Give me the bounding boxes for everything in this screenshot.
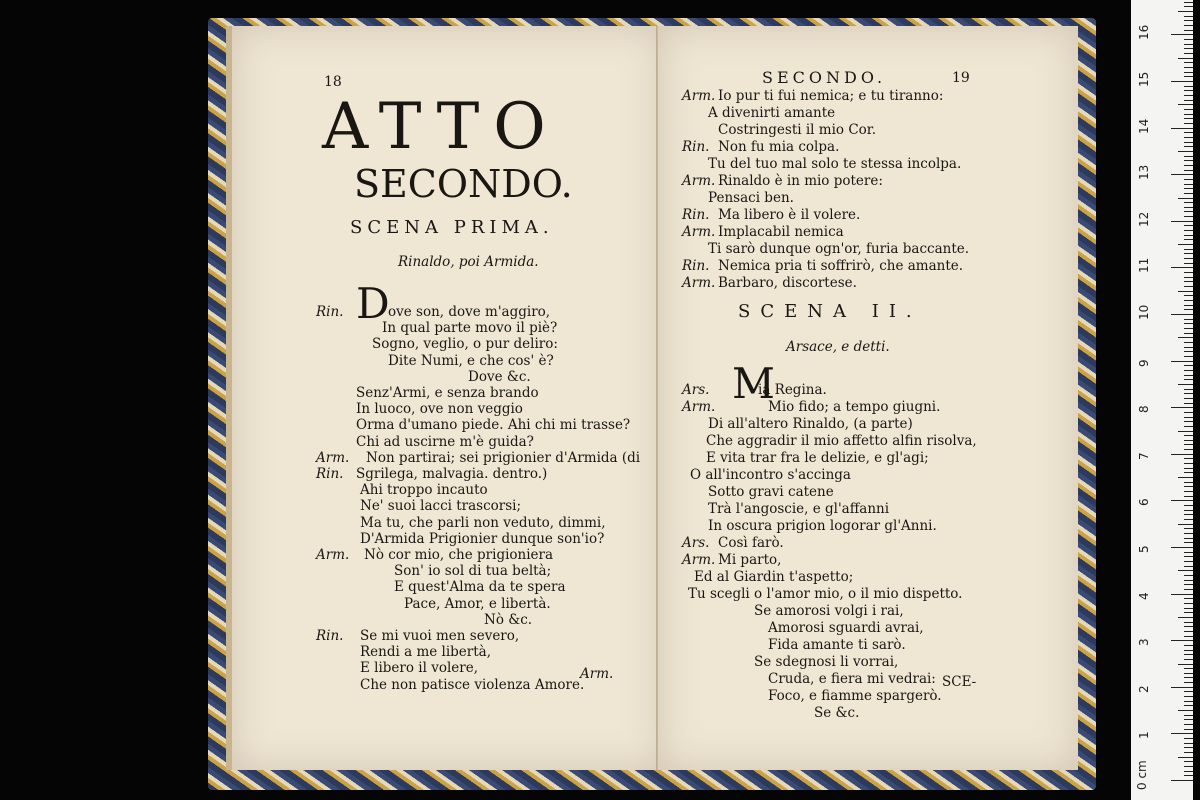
verse-line: Cruda, e fiera mi vedrai: [768,671,936,687]
ruler-tick [1171,594,1193,595]
verse-line: Nemica pria ti soffrirò, che amante. [718,258,964,274]
ruler-tick [1184,612,1193,613]
ruler-tick [1184,277,1193,278]
ruler-tick [1184,580,1193,581]
ruler-tick [1184,608,1193,609]
verse-line: Sotto gravi catene [708,484,834,500]
ruler-tick [1184,514,1193,515]
book-binding [208,18,1096,790]
ruler-tick [1184,351,1193,352]
ruler-tick [1184,25,1193,26]
ruler-tick [1184,538,1193,539]
ruler-tick [1178,337,1193,338]
ruler-tick [1184,379,1193,380]
page-number-left: 18 [324,74,342,90]
speaker-label: Arm. [316,449,350,466]
verse-line: Dove &c. [468,368,531,385]
verse-line: E quest'Alma da te spera [394,579,566,596]
ruler-tick [1184,30,1193,31]
ruler-tick [1184,389,1193,390]
ruler-tick [1184,775,1193,776]
ruler-tick [1184,249,1193,250]
verse-line: Tu del tuo mal solo te stessa incolpa. [708,156,962,172]
catchword-right: SCE- [942,674,977,690]
ruler-tick [1178,198,1193,199]
ruler-tick [1184,496,1193,497]
verse-line: In oscura prigion logorar gl'Anni. [708,518,937,534]
ruler-tick [1184,305,1193,306]
ruler-tick [1178,431,1193,432]
verse-line: Son' io sol di tua beltà; [394,563,552,580]
ruler-number: 11 [1137,258,1151,274]
ruler-tick [1184,589,1193,590]
ruler-tick [1171,407,1193,408]
ruler-tick [1184,766,1193,767]
ruler-tick [1178,757,1193,758]
ruler-tick [1184,44,1193,45]
ruler-tick [1184,207,1193,208]
ruler-tick [1178,151,1193,152]
ruler-tick [1178,58,1193,59]
ruler-tick [1184,715,1193,716]
ruler-tick [1184,566,1193,567]
ruler-number: 12 [1137,211,1151,227]
ruler-tick [1184,598,1193,599]
ruler-tick [1184,165,1193,166]
ruler-tick [1184,556,1193,557]
speaker-label: Rin. [316,628,344,644]
verse-line: Fida amante ti sarò. [768,637,906,653]
ruler-tick [1184,482,1193,483]
ruler-tick [1171,687,1193,688]
ruler-tick [1184,258,1193,259]
ruler-tick [1184,375,1193,376]
ruler-tick [1184,342,1193,343]
ruler-tick [1184,505,1193,506]
speaker-label: Arm. [682,399,716,415]
ruler-tick [1184,295,1193,296]
ruler-tick [1184,16,1193,17]
ruler-tick [1171,267,1193,268]
ruler-tick [1184,752,1193,753]
ruler-tick [1184,188,1193,189]
ruler-number: 10 [1137,304,1151,320]
ruler-tick [1184,528,1193,529]
ruler-tick [1184,53,1193,54]
ruler-tick [1184,719,1193,720]
ruler-tick [1184,668,1193,669]
ruler-tick [1178,710,1193,711]
ruler-number: 9 [1137,358,1151,367]
ruler-tick [1184,435,1193,436]
ruler-number: 15 [1137,71,1151,87]
ruler-tick [1171,733,1193,734]
right-page [658,26,1078,770]
ruler-tick [1184,347,1193,348]
verse-line: Nò &c. [484,611,533,628]
verse-line: Amorosi sguardi avrai, [768,620,924,636]
verse-line: Ma tu, che parli non veduto, dimmi, [360,514,606,531]
ruler-tick [1178,477,1193,478]
ruler-tick [1184,659,1193,660]
ruler-tick [1178,570,1193,571]
verse-line: Che non patisce violenza Amore. [360,676,585,693]
verse-line: In qual parte movo il piè? [382,320,558,337]
verse-line: Costringesti il mio Cor. [718,122,877,138]
ruler-tick [1171,780,1193,781]
ruler-tick [1184,142,1193,143]
scene-heading-2: SCENA II. [738,301,922,322]
ruler-number: 3 [1137,638,1151,647]
ruler-tick [1184,309,1193,310]
ruler-tick [1184,426,1193,427]
ruler-tick [1184,48,1193,49]
ruler-tick [1171,314,1193,315]
ruler-tick [1171,81,1193,82]
ruler-tick [1184,421,1193,422]
ruler-tick [1171,34,1193,35]
verse-line: Ti sarò dunque ogn'or, furia baccante. [708,241,970,257]
ruler-tick [1184,137,1193,138]
ruler-tick [1184,705,1193,706]
ruler-number: 16 [1137,25,1151,41]
ruler-tick [1184,747,1193,748]
ruler-tick [1184,323,1193,324]
verse-line: Implacabil nemica [718,224,844,240]
ruler-tick [1184,738,1193,739]
ruler-tick [1171,454,1193,455]
verse-line: Dite Numi, e che cos' è? [388,352,554,369]
scene-characters-2: Arsace, e detti. [786,339,890,355]
ruler-tick [1184,39,1193,40]
ruler-tick [1184,300,1193,301]
speaker-label: Arm. [682,88,716,104]
ruler-tick [1184,179,1193,180]
ruler-tick [1184,211,1193,212]
drop-cap-2: M [732,359,776,408]
speaker-label: Arm. [682,224,716,240]
verse-line: Non partirai; sei prigionier d'Armida (di [366,449,641,466]
verse-line: Sogno, veglio, o pur deliro: [372,336,558,353]
verse-line: In luoco, ove non veggio [356,401,523,418]
ruler-number: 7 [1137,452,1151,460]
ruler-number: 1 [1137,731,1151,740]
ruler-tick [1184,225,1193,226]
ruler-tick [1184,230,1193,231]
ruler-tick [1184,398,1193,399]
speaker-label: Arm. [682,552,716,568]
ruler-tick [1178,664,1193,665]
ruler-tick [1184,449,1193,450]
verse-line: O all'incontro s'accinga [690,467,851,483]
ruler-tick [1184,76,1193,77]
ruler-tick [1184,444,1193,445]
ruler-tick [1184,62,1193,63]
ruler-tick [1184,272,1193,273]
verse-line: Se &c. [814,705,860,721]
ruler-tick [1184,253,1193,254]
speaker-label: Arm. [682,275,716,291]
ruler-unit-label: 0 cm [1135,760,1149,790]
ruler-tick [1184,6,1193,7]
ruler-number: 2 [1137,685,1151,693]
ruler-tick [1184,673,1193,674]
ruler-tick [1184,393,1193,394]
ruler-tick [1184,603,1193,604]
ruler-tick [1171,221,1193,222]
ruler-tick [1184,2,1193,3]
page-number-right: 19 [952,70,970,86]
ruler-tick [1184,160,1193,161]
speaker-label: Rin. [316,466,344,482]
ruler-tick [1184,533,1193,534]
ruler-tick [1184,552,1193,553]
ruler-tick [1184,761,1193,762]
speaker-label: Rin. [316,304,344,320]
ruler-number: 8 [1137,405,1151,414]
ruler-tick [1178,524,1193,525]
speaker-label: Rin. [682,258,710,274]
verse-line: Senz'Armi, e senza brando [356,385,539,401]
ruler-number: 5 [1137,545,1151,553]
ruler-tick [1184,95,1193,96]
ruler-tick [1184,412,1193,413]
ruler-tick [1184,645,1193,646]
ruler-tick [1184,677,1193,678]
ruler-tick [1184,72,1193,73]
ruler-tick [1184,463,1193,464]
ruler-tick [1184,216,1193,217]
ruler-tick [1184,118,1193,119]
ruler-tick [1184,156,1193,157]
ruler-tick [1184,239,1193,240]
ruler-tick [1184,281,1193,282]
ruler-number: 13 [1137,164,1151,181]
ruler-tick [1171,128,1193,129]
ruler-tick [1184,682,1193,683]
ruler-tick [1184,370,1193,371]
verse-line: Orma d'umano piede. Ahi chi mi trasse? [356,417,631,434]
verse-line: Non fu mia colpa. [718,139,840,155]
ruler-tick [1184,235,1193,236]
ruler-tick [1184,468,1193,469]
ruler-tick [1178,244,1193,245]
ruler-tick [1184,86,1193,87]
ruler-tick [1184,486,1193,487]
scene-heading: SCENA PRIMA. [350,217,554,238]
measurement-ruler [1131,0,1193,800]
verse-line: Di all'altero Rinaldo, (a parte) [708,416,913,432]
verse-line: Se mi vuoi men severo, [360,628,520,644]
verse-line: Rendi a me libertà, [360,644,492,661]
verse-line: Ne' suoi lacci trascorsi; [360,498,522,515]
ruler-tick [1184,724,1193,725]
ruler-tick [1184,319,1193,320]
ruler-tick [1184,184,1193,185]
verse-line: Mi parto, [718,552,782,568]
verse-line: Sgrilega, malvagia. dentro.) [356,466,548,482]
ruler-tick [1184,90,1193,91]
verse-line: Foco, e fiamme spargerò. [768,688,942,704]
verse-line: Che aggradir il mio affetto alfin risolva, [706,433,977,449]
ruler-number: 6 [1137,498,1151,507]
ruler-tick [1184,561,1193,562]
ruler-tick [1184,365,1193,366]
verse-line: Se amorosi volgi i rai, [754,603,904,619]
ruler-tick [1178,384,1193,385]
ruler-tick [1184,636,1193,637]
speaker-label: Ars. [682,382,710,398]
ruler-tick [1184,170,1193,171]
speaker-label: Rin. [682,139,710,155]
ruler-tick [1184,771,1193,772]
verse-line: E libero il volere, [360,660,479,677]
ruler-number: 14 [1137,118,1151,134]
ruler-tick [1184,132,1193,133]
ruler-tick [1184,417,1193,418]
catchword: Arm. [580,666,614,682]
ruler-tick [1178,291,1193,292]
ruler-tick [1184,743,1193,744]
ruler-tick [1184,584,1193,585]
verse-line: Se sdegnosi li vorrai, [754,654,899,670]
ruler-tick [1184,458,1193,459]
ruler-tick [1184,109,1193,110]
ruler-tick [1184,193,1193,194]
ruler-tick [1171,547,1193,548]
ruler-tick [1184,123,1193,124]
ruler-tick [1184,729,1193,730]
ruler-tick [1184,491,1193,492]
ruler-tick [1171,361,1193,362]
ruler-tick [1184,696,1193,697]
speaker-label: Ars. [682,535,710,551]
ruler-tick [1178,104,1193,105]
verse-line: Pensaci ben. [708,190,794,206]
ruler-tick [1184,114,1193,115]
ruler-tick [1184,356,1193,357]
verse-line: Io pur ti fui nemica; e tu tiranno: [718,88,944,104]
ruler-tick [1184,650,1193,651]
ruler-tick [1184,67,1193,68]
verse-line: ia Regina. [758,382,827,398]
ruler-tick [1184,403,1193,404]
drop-cap: D [356,279,390,328]
ruler-tick [1171,174,1193,175]
ruler-tick [1184,519,1193,520]
ruler-tick [1184,691,1193,692]
ruler-tick [1184,263,1193,264]
verse-line: Così farò. [718,535,784,551]
verse-line: Barbaro, discortese. [718,275,857,291]
ruler-tick [1184,202,1193,203]
ruler-tick [1184,622,1193,623]
verse-line: Chi ad uscirne m'è guida? [356,433,534,450]
verse-line: D'Armida Prigionier dunque son'io? [360,530,605,547]
verse-line: E vita trar fra le delizie, e gl'agi; [706,450,929,466]
ruler-tick [1184,542,1193,543]
ruler-tick [1184,631,1193,632]
act-title: ATTO [322,90,560,164]
ruler-tick [1184,654,1193,655]
ruler-tick [1184,333,1193,334]
act-subtitle: SECONDO. [354,162,573,206]
ruler-tick [1184,626,1193,627]
ruler-tick [1171,500,1193,501]
ruler-tick [1184,510,1193,511]
ruler-tick [1184,328,1193,329]
speaker-label: Arm. [316,547,350,563]
ruler-tick [1184,286,1193,287]
ruler-tick [1178,11,1193,12]
ruler-tick [1184,440,1193,441]
speaker-label: Rin. [682,207,710,223]
ruler-tick [1178,617,1193,618]
verse-line: ove son, dove m'aggiro, [388,304,551,320]
running-head: SECONDO. [762,68,887,87]
left-page [226,26,664,770]
ruler-tick [1184,20,1193,21]
ruler-tick [1184,701,1193,702]
ruler-tick [1184,472,1193,473]
speaker-label: Arm. [682,173,716,189]
verse-line: A divenirti amante [708,105,836,121]
scene-characters: Rinaldo, poi Armida. [398,254,539,270]
ruler-tick [1184,575,1193,576]
verse-line: Pace, Amor, e libertà. [404,595,551,612]
verse-line: Ma libero è il volere. [718,207,861,223]
verse-line: Trà l'angoscie, e gl'affanni [708,501,890,517]
verse-line: Ahi troppo incauto [360,482,488,499]
ruler-tick [1171,640,1193,641]
verse-line: Nò cor mio, che prigioniera [364,547,554,563]
verse-line: Mio fido; a tempo giugni. [768,399,941,415]
ruler-tick [1184,100,1193,101]
verse-line: Ed al Giardin t'aspetto; [694,569,854,585]
ruler-tick [1184,146,1193,147]
verse-line: Rinaldo è in mio potere: [718,173,883,189]
ruler-number: 4 [1137,591,1151,600]
verse-line: Tu scegli o l'amor mio, o il mio dispetto. [688,586,963,602]
